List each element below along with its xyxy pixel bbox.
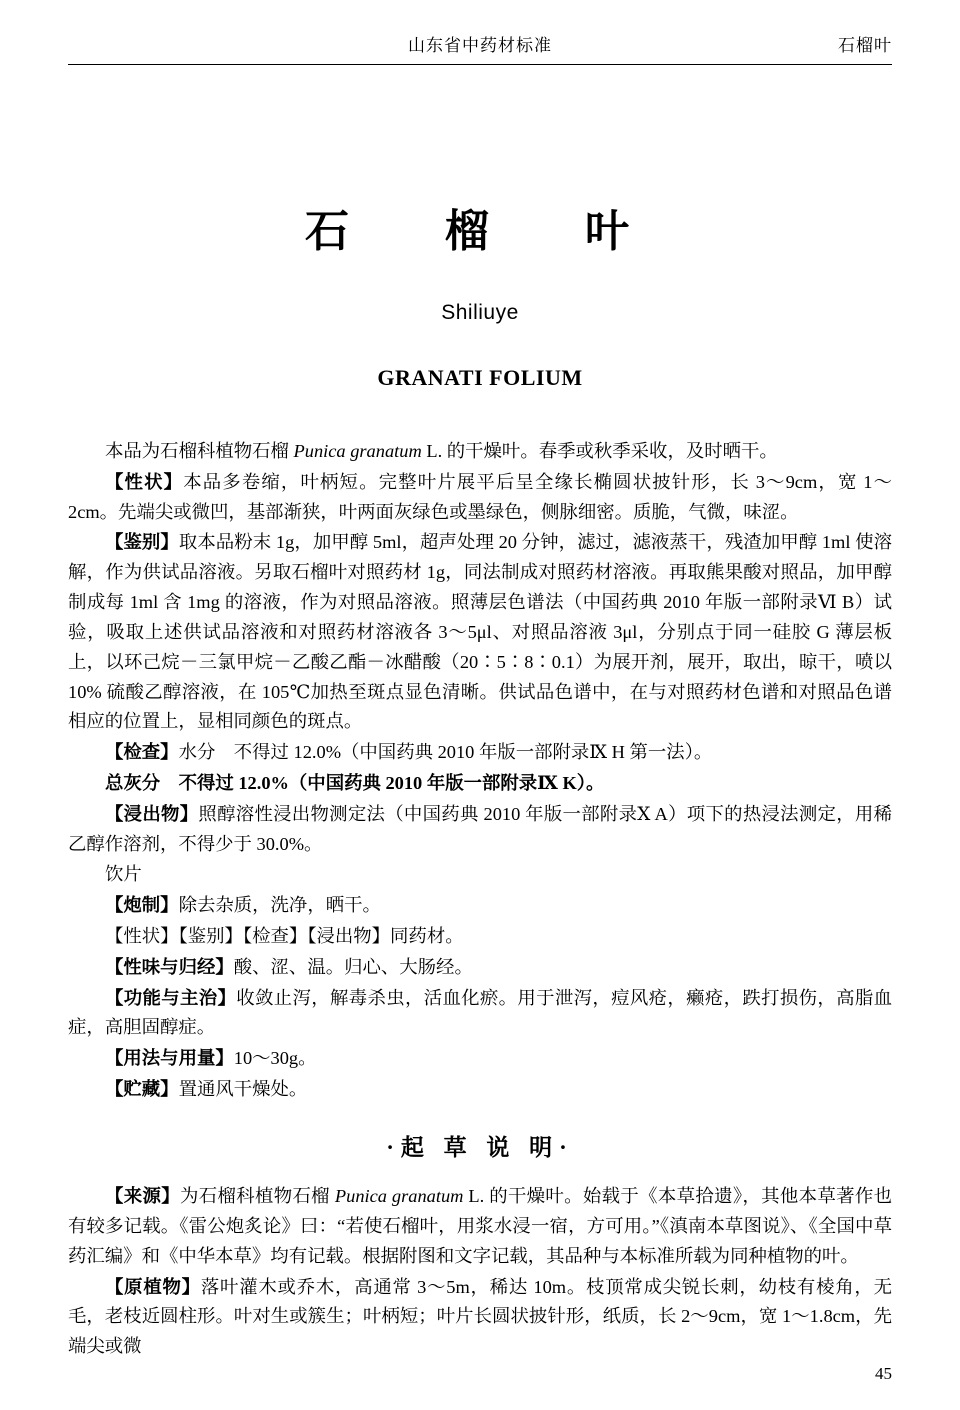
running-head-center: 山东省中药材标准 — [408, 36, 552, 55]
label-yuanzhiwu: 【原植物】 — [105, 1276, 201, 1297]
species-name-2: Punica granatum — [334, 1186, 464, 1207]
paragraph-yuanzhiwu — [68, 1273, 892, 1362]
paragraph-jiancha-zonghuifen — [68, 769, 892, 799]
paragraph-jiancha-shuifen — [68, 738, 892, 768]
paragraph-jinchuwu — [68, 800, 892, 860]
text-jianbie: 取本品粉末 1g，加甲醇 5ml，超声处理 20 分钟，滤过，滤液蒸干，残渣加甲醇 1ml 使溶解，作为供试品溶液。另取石榴叶对照药材 1g，同法制成对照药材溶液。再取熊果酸对照品，加甲醇制成每 1ml 含 1mg 的溶液，作为对照品溶液。照薄层色谱法（中国药典 2010 年版一部附录Ⅵ B）试验，吸取上述供试品溶液和对照药材溶液各 3～5μl、对照品溶液 3μl，分别点于同一硅胶 G 薄层板上，以环己烷－三氯甲烷－乙酸乙酯－冰醋酸（20∶5∶8∶0.1）为展开剂，展开，取出，晾干，喷以 10% 硫酸乙醇溶液，在 105℃加热至斑点显色清晰。供试品色谱中，在与对照药材色谱和对照品色谱相应的位置上，显相同颜色的斑点。 — [68, 532, 892, 732]
text-yongfa: 10～30g。 — [233, 1048, 317, 1069]
text-jinchuwu: 照醇溶性浸出物测定法（中国药典 2010 年版一部附录Ⅹ A）项下的热浸法测定，用稀乙醇作溶剂，不得少于 30.0%。 — [68, 803, 892, 854]
page-title: 石 榴 叶 — [305, 207, 655, 256]
running-head — [68, 0, 892, 62]
text-xingzhuang: 本品多卷缩，叶柄短。完整叶片展平后呈全缘长椭圆状披针形，长 3～9cm，宽 1～2cm。先端尖或微凹，基部渐狭，叶两面灰绿色或墨绿色，侧脉细密。质脆，气微，味涩。 — [68, 471, 892, 522]
label-yongfa: 【用法与用量】 — [105, 1048, 234, 1069]
text-tongyaocai: 【性状】【鉴别】【检查】【浸出物】同药材。 — [105, 926, 464, 946]
label-zhucang: 【贮藏】 — [105, 1079, 179, 1100]
text-zhucang: 置通风干燥处。 — [178, 1079, 308, 1100]
text-jiancha-zonghuifen: 总灰分 不得过 12.0%（中国药典 2010 年版一部附录Ⅸ K）。 — [105, 772, 605, 793]
label-gongneng: 【功能与主治】 — [105, 987, 237, 1008]
paragraph-paozhi — [68, 891, 892, 921]
paragraph-tongyaocai — [68, 922, 892, 952]
label-laiyuan: 【来源】 — [105, 1186, 180, 1207]
paragraph-laiyuan: 【来源】为石榴科植物石榴 Punica granatum L. 的干燥叶。始载于《本草拾遗》，其他本草著作也有较多记载。《雷公炮炙论》曰：“若使石榴叶，用浆水浸一宿，方可用。”《滇南本草图说》、《全国中草药汇编》和《中华本草》均有记载。根据附图和文字记载，其品种与本标准所载为同种植物的叶。 — [68, 1186, 893, 1266]
paragraph-yinpian: 饮片 — [105, 864, 142, 885]
section-heading-drafting: ·起 草 说 明· — [386, 1134, 574, 1160]
text-yuanzhiwu: 落叶灌木或乔木，高通常 3～5m，稀达 10m。枝顶常成尖锐长刺，幼枝有棱角，无毛，老枝近圆柱形。叶对生或簇生；叶柄短；叶片长圆状披针形，纸质，长 2～9cm，宽 1～1.8cm，先端尖或微 — [68, 1276, 892, 1357]
paragraph-yongfa — [68, 1044, 892, 1074]
label-xingwei: 【性味与归经】 — [105, 956, 234, 977]
paragraph-intro: 本品为石榴科植物石榴 Punica granatum L. 的干燥叶。春季或秋季采收，及时晒干。 — [105, 441, 778, 461]
paragraph-gongneng — [68, 984, 892, 1044]
species-name: Punica granatum — [293, 441, 422, 461]
label-jinchuwu: 【浸出物】 — [105, 803, 199, 824]
paragraph-xingzhuang — [68, 468, 892, 528]
label-xingzhuang: 【性状】 — [105, 471, 184, 492]
text-xingwei: 酸、涩、温。归心、大肠经。 — [233, 956, 473, 977]
paragraph-xingwei — [68, 953, 892, 983]
title-pinyin: Shiliuye — [441, 301, 519, 324]
title-block — [68, 65, 892, 391]
text-gongneng: 收敛止泻，解毒杀虫，活血化瘀。用于泄泻，痘风疮，癞疮，跌打损伤，高脂血症，高胆固醇症。 — [68, 987, 892, 1038]
running-head-right: 石榴叶 — [838, 36, 892, 55]
paragraph-zhucang — [68, 1075, 892, 1105]
text-jiancha-shuifen: 水分 不得过 12.0%（中国药典 2010 年版一部附录Ⅸ H 第一法）。 — [178, 742, 713, 763]
paragraph-jianbie — [68, 528, 892, 737]
text-paozhi: 除去杂质，洗净，晒干。 — [178, 895, 381, 916]
label-paozhi: 【炮制】 — [105, 895, 179, 916]
page-number: 45 — [875, 1364, 892, 1383]
body-text — [68, 437, 892, 1362]
title-latin: GRANATI FOLIUM — [377, 365, 583, 390]
label-jianbie: 【鉴别】 — [105, 532, 179, 553]
label-jiancha: 【检查】 — [105, 742, 179, 763]
